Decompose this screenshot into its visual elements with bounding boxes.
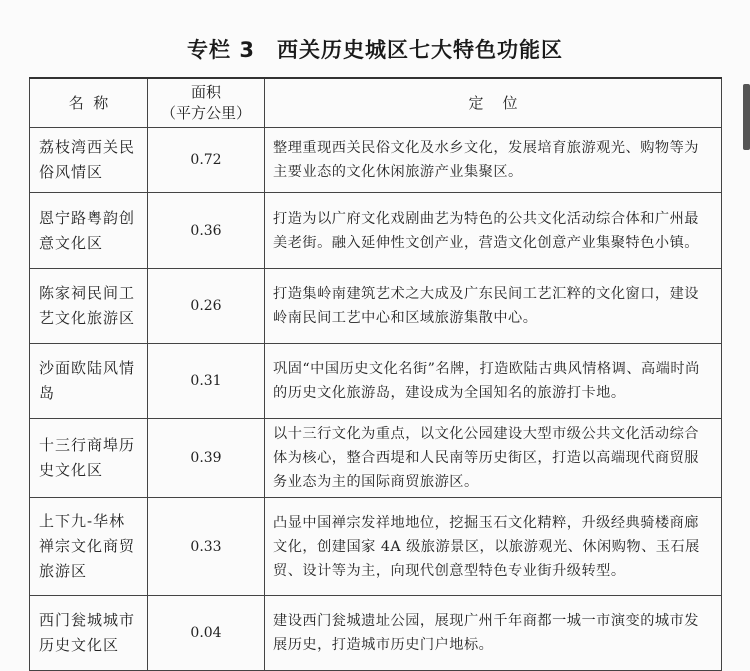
zone-name: 沙面欧陆风情岛: [30, 344, 148, 419]
zone-description: 打造集岭南建筑艺术之大成及广东民间工艺汇粹的文化窗口，建设岭南民间工艺中心和区域旅游集散中心。: [265, 269, 722, 344]
zone-name: 西门瓮城城市历史文化区: [30, 596, 148, 671]
table-row: [30, 596, 722, 671]
zone-name: 恩宁路粤韵创意文化区: [30, 193, 148, 269]
header-area: [148, 78, 265, 128]
header-area-line1: 面积: [190, 83, 221, 101]
page-title: [0, 34, 750, 64]
scrollbar-thumb[interactable]: [743, 84, 750, 150]
header-area-line2: （平方公里）: [160, 104, 251, 122]
zone-area: 0.72: [148, 128, 265, 193]
zone-description: 建设西门瓮城遗址公园，展现广州千年商都一城一市演变的城市发展历史，打造城市历史门户地标。: [265, 596, 722, 671]
zone-name: 荔枝湾西关民俗风情区: [30, 128, 148, 193]
zone-name: 上下九-华林禅宗文化商贸旅游区: [30, 498, 148, 596]
table-row: [30, 269, 722, 344]
zone-area: 0.26: [148, 269, 265, 344]
table-row: [30, 344, 722, 419]
zone-area: 0.04: [148, 596, 265, 671]
zone-name: 陈家祠民间工艺文化旅游区: [30, 269, 148, 344]
header-position: 定 位: [265, 78, 722, 128]
title-label: 专栏 3: [187, 38, 255, 62]
zone-description: 打造为以广府文化戏剧曲艺为特色的公共文化活动综合体和广州最美老街。融入延伸性文创产业，营造文化创意产业集聚特色小镇。: [265, 193, 722, 269]
zone-description: 整理重现西关民俗文化及水乡文化，发展培育旅游观光、购物等为主要业态的文化休闲旅游产业集聚区。: [265, 128, 722, 193]
function-zones-table: [29, 77, 722, 671]
zone-area: 0.36: [148, 193, 265, 269]
table-row: [30, 193, 722, 269]
table-header-row: [30, 78, 722, 128]
header-name: 名 称: [30, 78, 148, 128]
zone-description: 以十三行文化为重点，以文化公园建设大型市级公共文化活动综合体为核心，整合西堤和人民南等历史街区，打造以高端现代商贸服务业态为主的国际商贸旅游区。: [265, 419, 722, 498]
table-row: [30, 498, 722, 596]
zone-area: 0.31: [148, 344, 265, 419]
zone-area: 0.39: [148, 419, 265, 498]
zone-area: 0.33: [148, 498, 265, 596]
title-text: 西关历史城区七大特色功能区: [276, 38, 563, 62]
zone-name: 十三行商埠历史文化区: [30, 419, 148, 498]
table-row: [30, 128, 722, 193]
zone-description: 巩固“中国历史文化名街”名牌，打造欧陆古典风情格调、高端时尚的历史文化旅游岛，建设成为全国知名的旅游打卡地。: [265, 344, 722, 419]
table-row: [30, 419, 722, 498]
zone-description: 凸显中国禅宗发祥地地位，挖掘玉石文化精粹，升级经典骑楼商廊文化，创建国家 4A 级旅游景区，以旅游观光、休闲购物、玉石展贸、设计等为主，向现代创意型特色专业街升级转型。: [265, 498, 722, 596]
